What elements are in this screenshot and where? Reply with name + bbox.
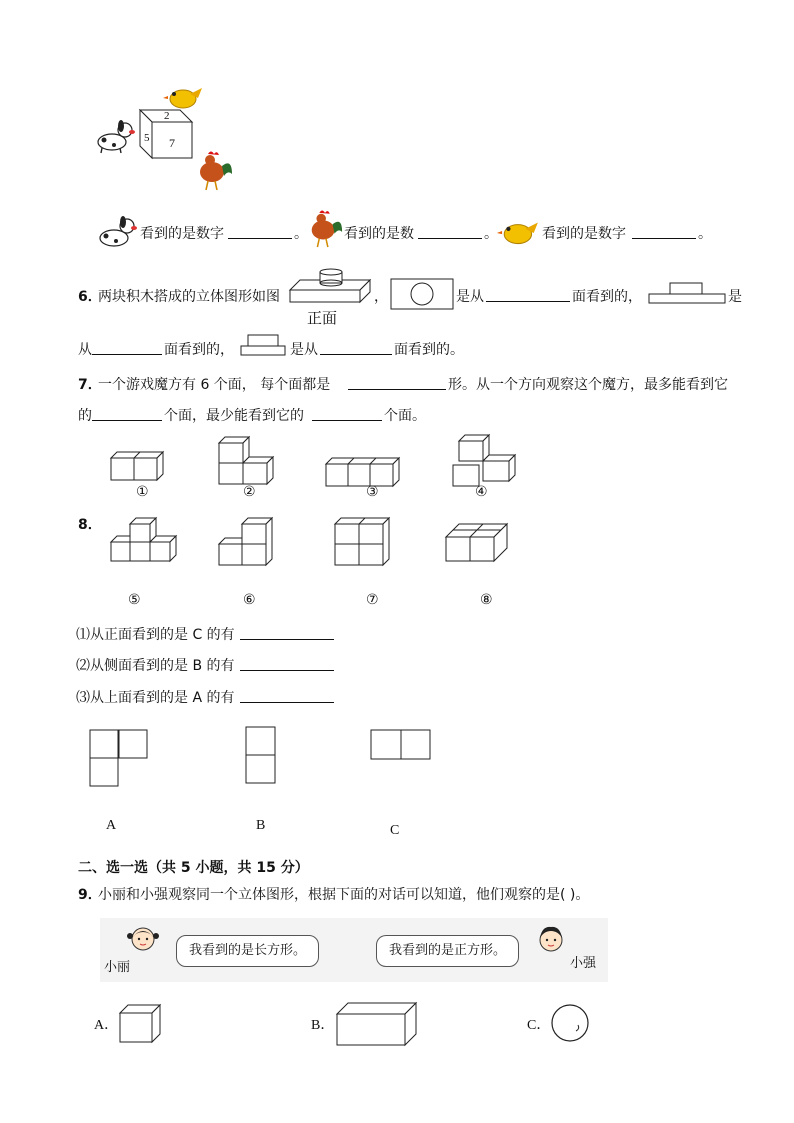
q9-option-a-label[interactable]: A． <box>94 1018 119 1033</box>
q8-view-b <box>245 726 277 784</box>
q6-view-stacked-rects <box>648 282 726 304</box>
q5-dog-blank[interactable] <box>228 223 292 239</box>
section-2-heading: 二、选一选（共 5 小题，共 15 分） <box>78 860 309 876</box>
q6-number: 6． <box>78 289 102 305</box>
q9-boy-says: 我看到的是正方形。 <box>389 943 507 958</box>
q6-comma: ， <box>374 289 388 305</box>
q7-blank-1[interactable] <box>348 374 446 390</box>
q9-girl-name: 小丽 <box>104 959 131 974</box>
q6-text-a: 两块积木搭成的立体图形如图 <box>98 289 280 305</box>
q6-solid-figure <box>288 268 374 308</box>
q8-sub-2-blank[interactable] <box>240 655 334 671</box>
q5-dog-text: 看到的是数字 <box>140 226 224 242</box>
q9-option-c-label[interactable]: C． <box>527 1018 551 1033</box>
q6-text-g: 是从 <box>290 342 318 358</box>
q9-option-b-cuboid[interactable] <box>336 1002 418 1046</box>
q6-blank-2[interactable] <box>92 339 162 355</box>
q8-sub-1-blank[interactable] <box>240 624 334 640</box>
q5-chick-text: 看到的是数字 <box>542 226 626 242</box>
q6-text-b: 是从 <box>456 289 484 305</box>
q7-line1-a: 一个游戏魔方有 6 个面， 每个面都是 <box>98 377 331 393</box>
q8-label-7: ⑦ <box>366 592 379 608</box>
q9-option-a-cube[interactable] <box>119 1004 163 1044</box>
q9-girl-bubble <box>176 935 319 967</box>
q5-rooster-blank[interactable] <box>418 223 482 239</box>
q5-sep-3: 。 <box>698 226 712 242</box>
q8-label-3: ③ <box>366 484 379 500</box>
q7-number: 7． <box>78 377 102 393</box>
q8-label-4: ④ <box>475 484 488 500</box>
q8-view-c-label: C <box>390 823 400 838</box>
q5-sep-1: 。 <box>294 226 308 242</box>
rooster-icon <box>306 208 344 250</box>
q5-sep-2: 。 <box>484 226 498 242</box>
q9-option-c-sphere[interactable] <box>550 1003 590 1043</box>
q6-front-label: 正面 <box>307 311 338 327</box>
q6-view-small-stacked <box>240 334 286 356</box>
q8-sub-3: ⑶从上面看到的是 A 的有 <box>76 690 235 706</box>
q8-figure-2 <box>218 436 280 486</box>
q8-figure-8 <box>445 523 509 563</box>
q8-figure-7 <box>334 517 392 567</box>
q8-view-b-label: B <box>256 818 266 833</box>
q6-view-circle <box>390 278 454 310</box>
q6-blank-3[interactable] <box>320 339 392 355</box>
q9-boy-name: 小强 <box>570 955 597 970</box>
q9-number: 9． <box>78 887 102 903</box>
q8-sub-3-blank[interactable] <box>240 687 334 703</box>
q8-label-1: ① <box>136 484 149 500</box>
q8-label-8: ⑧ <box>480 592 493 608</box>
q5-rooster-text: 看到的是数 <box>344 226 414 242</box>
q6-text-h: 面看到的。 <box>394 342 464 358</box>
q8-label-6: ⑥ <box>243 592 256 608</box>
q8-number: 8． <box>78 517 102 533</box>
q7-blank-3[interactable] <box>312 405 382 421</box>
q5-chick-blank[interactable] <box>632 223 696 239</box>
q6-blank-1[interactable] <box>486 286 570 302</box>
q7-line2-a: 的 <box>78 408 92 424</box>
q7-line2-b: 个面，最少能看到它的 <box>164 408 304 424</box>
q8-sub-1: ⑴从正面看到的是 C 的有 <box>76 627 235 643</box>
q9-text: 小丽和小强观察同一个立体图形，根据下面的对话可以知道，他们观察的是( )。 <box>98 887 590 903</box>
q7-line1-b: 形。从一个方向观察这个魔方，最多能看到它 <box>448 377 728 393</box>
chick-icon <box>166 84 204 110</box>
boy-icon <box>534 924 568 958</box>
q8-label-2: ② <box>243 484 256 500</box>
q6-text-e: 从 <box>78 342 92 358</box>
q8-view-a-label: A <box>106 818 117 833</box>
q8-figure-3 <box>325 456 401 488</box>
q8-figure-1 <box>110 450 166 482</box>
q8-view-c <box>370 729 432 761</box>
q6-text-c: 面看到的， <box>572 289 642 305</box>
q9-boy-bubble <box>376 935 519 967</box>
girl-icon <box>126 924 160 958</box>
q9-girl-says: 我看到的是长方形。 <box>189 943 307 958</box>
q8-figure-5 <box>110 517 178 563</box>
q8-sub-2: ⑵从侧面看到的是 B 的有 <box>76 658 235 674</box>
cube-left-number: 5 <box>144 132 150 144</box>
q9-option-b-label[interactable]: B． <box>311 1018 335 1033</box>
q8-figure-4 <box>451 434 517 488</box>
cube-top-number: 2 <box>164 110 170 122</box>
q6-text-f: 面看到的， <box>164 342 234 358</box>
rooster-icon <box>194 150 234 192</box>
dog-icon <box>94 214 140 250</box>
q7-blank-2[interactable] <box>92 405 162 421</box>
q8-view-a <box>89 729 149 787</box>
cube-front-number: 7 <box>169 136 175 150</box>
q8-label-5: ⑤ <box>128 592 141 608</box>
q7-line2-c: 个面。 <box>384 408 426 424</box>
q6-text-d: 是 <box>728 289 742 305</box>
dog-icon <box>92 118 138 154</box>
chick-icon <box>500 218 540 246</box>
q8-figure-6 <box>218 517 276 567</box>
